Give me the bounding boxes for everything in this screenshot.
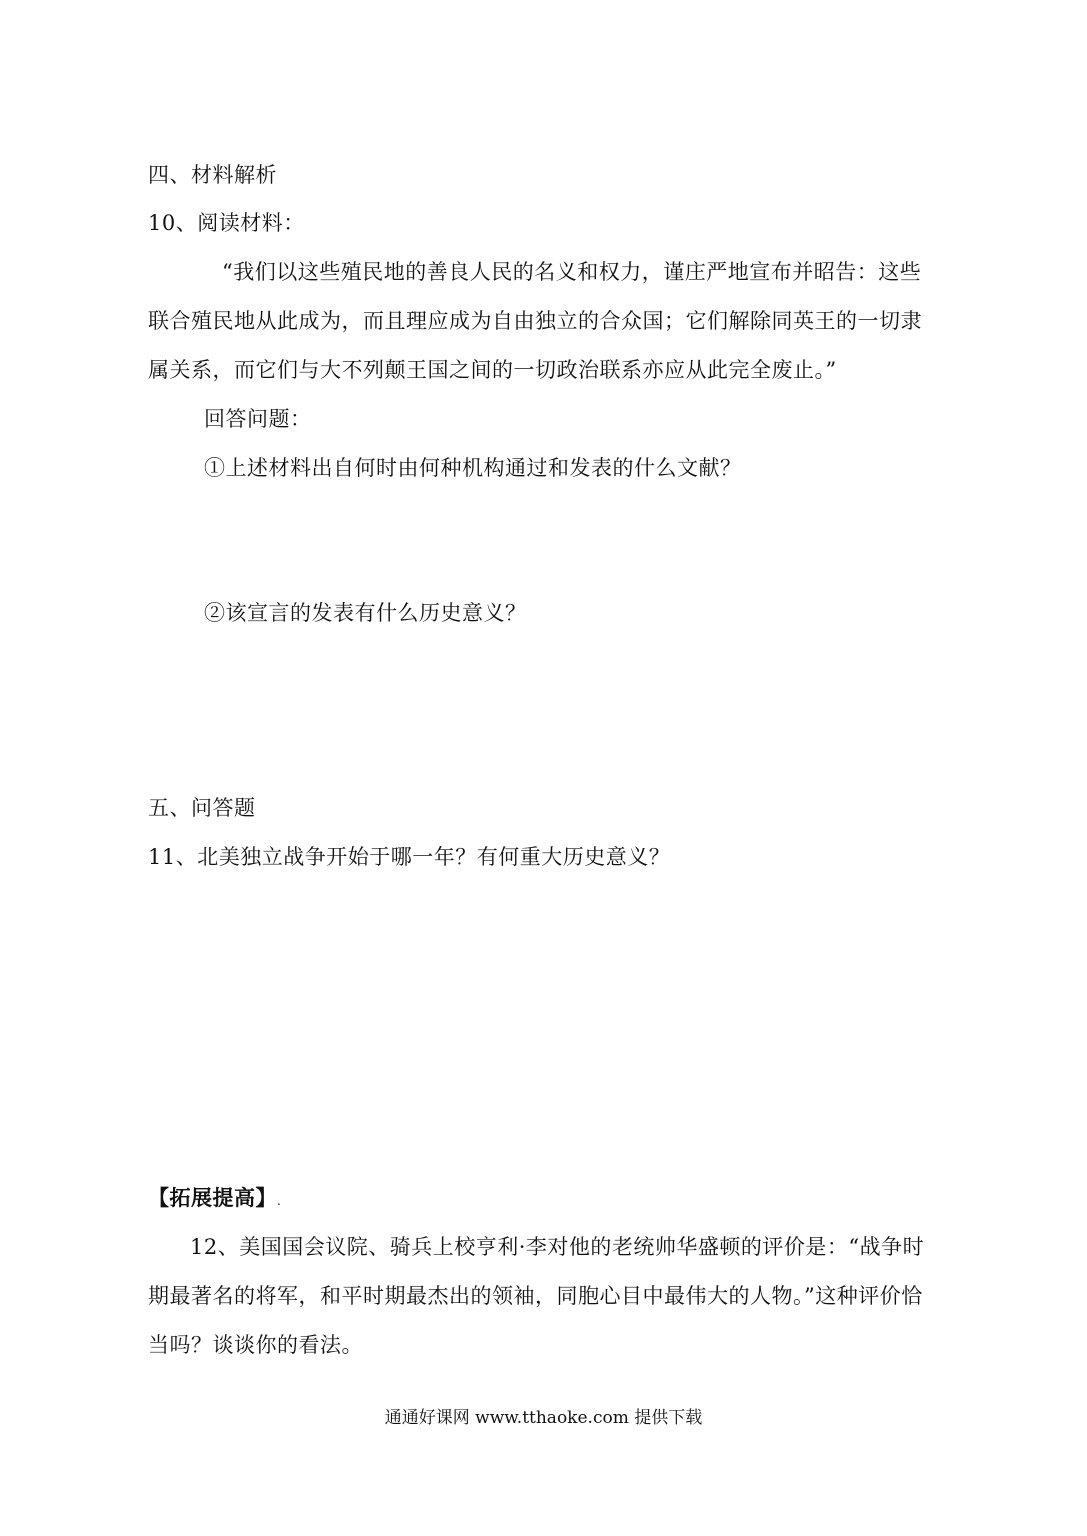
question-10-title: 10、阅读材料： xyxy=(148,211,305,235)
material-line-2: 联合殖民地从此成为，而且理应成为自由独立的合众国；它们解除同英王的一切隶 xyxy=(148,309,922,333)
extension-heading-suffix: . xyxy=(277,1194,282,1208)
extension-heading-text: 【拓展提高】 xyxy=(148,1185,277,1210)
section-5-heading: 五、问答题 xyxy=(148,796,256,820)
extension-heading xyxy=(148,1183,281,1216)
material-line-3: 属关系，而它们与大不列颠王国之间的一切政治联系亦应从此完全废止。” xyxy=(148,358,837,382)
material-line-1: “我们以这些殖民地的善良人民的名义和权力，谨庄严地宣布并昭告：这些 xyxy=(222,260,922,284)
question-12-line-1: 12、美国国会议院、骑兵上校亨利·李对他的老统帅华盛顿的评价是：“战争时 xyxy=(190,1235,925,1259)
question-11: 11、北美独立战争开始于哪一年？有何重大历史意义？ xyxy=(148,845,671,869)
section-4-heading: 四、材料解析 xyxy=(148,163,277,187)
question-12-line-2: 期最著名的将军，和平时期最杰出的领袖，同胞心目中最伟大的人物。”这种评价恰 xyxy=(148,1284,923,1308)
question-12-line-3: 当吗？谈谈你的看法。 xyxy=(148,1333,363,1357)
sub-question-2: ②该宣言的发表有什么历史意义？ xyxy=(204,601,527,625)
answer-prompt: 回答问题： xyxy=(204,407,312,431)
sub-question-1: ①上述材料出自何时由何种机构通过和发表的什么文献？ xyxy=(204,456,742,480)
footer-credit: 通通好课网 www.tthaoke.com 提供下载 xyxy=(384,1408,703,1428)
